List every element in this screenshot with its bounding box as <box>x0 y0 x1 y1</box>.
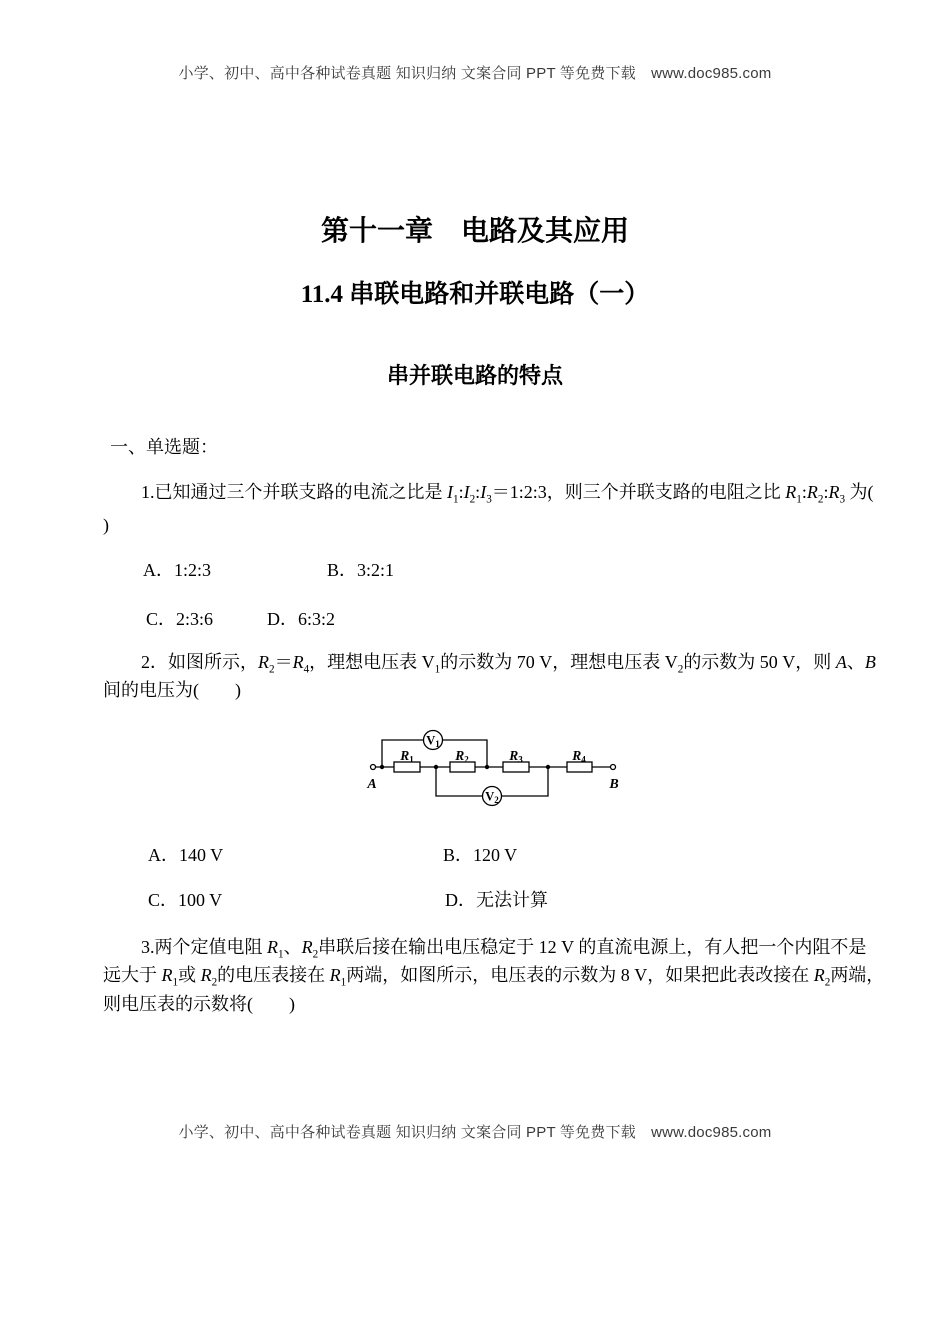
junction-node <box>546 765 550 769</box>
junction-node <box>485 765 489 769</box>
question-3-text-line-1: 3.两个定值电阻 $R_1$、$R_2$串联后接在输出电压稳定于 12 V 的直流电源上，有人把一个内阻不是 <box>141 937 867 961</box>
question-2-text-line-2: 间的电压为( ) <box>103 680 241 700</box>
resistor-r2-label: R2 <box>455 748 469 765</box>
section-title: 11.4 串联电路和并联电路（一） <box>300 281 650 308</box>
question-group-label: 一、单选题： <box>110 437 218 457</box>
resistor-r2-box <box>450 762 475 772</box>
resistor-r3-label: R3 <box>509 748 523 765</box>
resistor-r1-label: R1 <box>400 748 414 765</box>
resistor-r1-box <box>394 762 420 772</box>
question-3-text-line-2: 远大于 $R_1$或 $R_2$的电压表接在 $R_1$两端，如图所示，电压表的示数为 8 V，如果把此表改接在 $R_2$两端， <box>103 965 885 989</box>
q2-option-d: D．无法计算 <box>445 890 548 910</box>
question-1-text-line-2: ) <box>103 515 109 535</box>
chapter-title: 第十一章 电路及其应用 <box>320 216 629 247</box>
resistor-r4-label: R4 <box>572 748 586 765</box>
voltmeter-v2-label: $V_2$ <box>485 789 499 805</box>
q1-option-b: B．3:2:1 <box>327 560 395 580</box>
q2-option-b: B．120 V <box>443 845 518 865</box>
resistor-r4-box <box>567 762 592 772</box>
circuit-diagram <box>355 719 635 824</box>
header-watermark: 小学、初中、高中各种试卷真题 知识归纳 文案合同 PPT 等免费下载 www.doc985.com <box>178 65 772 82</box>
voltmeter-v1-label: $V_1$ <box>426 733 440 749</box>
q2-option-a: A．140 V <box>148 845 224 865</box>
q2-option-c: C．100 V <box>148 890 223 910</box>
terminal-a-label: A <box>367 777 377 792</box>
question-2-text-line-1: 2．如图所示，$R_2=R_4$，理想电压表 $V_1$的示数为 70 V，理想电压表 $V_2$的示数为 50 V，则 A、B <box>141 652 876 676</box>
junction-node <box>434 765 438 769</box>
q1-option-a: A．1:2:3 <box>143 560 212 580</box>
resistor-r3-box <box>503 762 529 772</box>
q1-option-c: C．2:3:6 <box>146 609 214 629</box>
junction-node <box>380 765 384 769</box>
terminal-a-circle <box>371 765 376 770</box>
question-3-text-line-3: 则电压表的示数将( ) <box>103 994 295 1014</box>
topic-title: 串并联电路的特点 <box>386 363 563 388</box>
terminal-b-circle <box>611 765 616 770</box>
q1-option-d: D．6:3:2 <box>267 609 336 629</box>
terminal-b-label: B <box>609 777 619 792</box>
footer-watermark: 小学、初中、高中各种试卷真题 知识归纳 文案合同 PPT 等免费下载 www.doc985.com <box>178 1124 772 1141</box>
question-1-text-line-1: 1.已知通过三个并联支路的电流之比是 $I_1:I_2:I_3=1:2:3$，则三个并联支路的电阻之比 $R_1:R_2:R_3$ 为( <box>141 482 874 506</box>
